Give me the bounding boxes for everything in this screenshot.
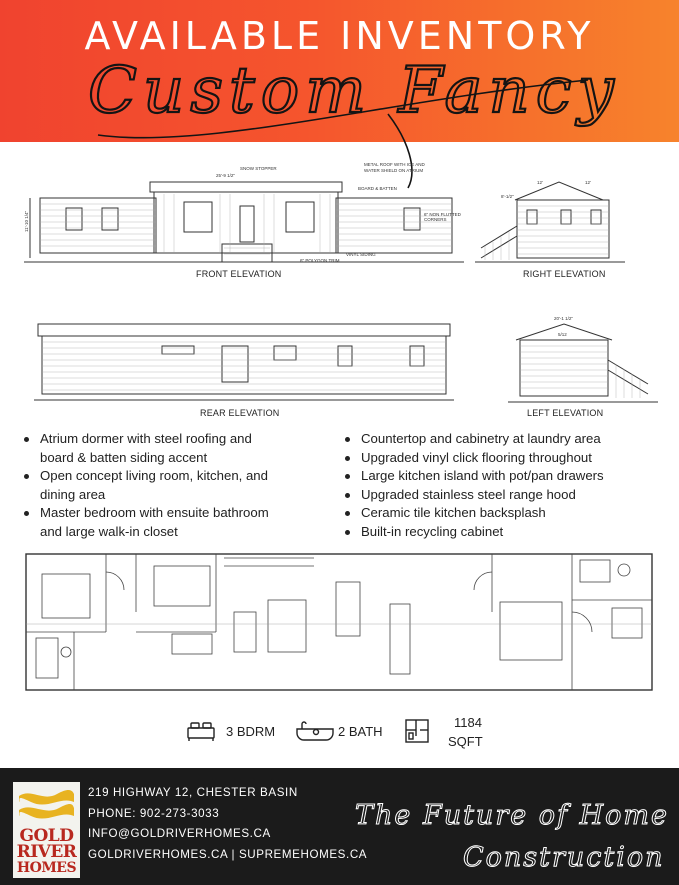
- rear-elevation-drawing: [34, 320, 454, 406]
- bathroom-count: 2 BATH: [338, 724, 383, 739]
- logo-word-gold: GOLD: [19, 826, 74, 846]
- svg-text:CORNERS: CORNERS: [424, 217, 447, 222]
- features-left-column: [24, 430, 342, 541]
- phone[interactable]: PHONE: 902-273-3033: [88, 806, 220, 820]
- features-right-column: [345, 430, 665, 541]
- square-footage-value: 1184: [454, 715, 482, 730]
- svg-text:METAL ROOF WITH ICE AND: METAL ROOF WITH ICE AND: [364, 162, 425, 167]
- footer: [0, 768, 679, 885]
- floor-plan-icon: [404, 718, 430, 744]
- logo-word-river: RIVER: [16, 842, 77, 862]
- svg-text:VINYL SIDING: VINYL SIDING: [346, 252, 376, 257]
- website-links[interactable]: GOLDRIVERHOMES.CA | SUPREMEHOMES.CA: [88, 847, 368, 861]
- svg-text:Custom Fancy: Custom Fancy: [88, 54, 620, 128]
- svg-text:12': 12': [537, 180, 543, 185]
- bathtub-icon: [294, 720, 336, 742]
- svg-text:8'-1/2": 8'-1/2": [501, 194, 514, 199]
- svg-text:6" NON FLUTTED: 6" NON FLUTTED: [424, 212, 461, 217]
- front-elevation-label: FRONT ELEVATION: [196, 269, 282, 279]
- left-elevation-drawing: [508, 312, 658, 406]
- feature-item: Open concept living room, kitchen, and dining area: [24, 467, 342, 504]
- svg-text:6" POLYGON TRIM: 6" POLYGON TRIM: [300, 258, 340, 263]
- svg-text:The Future of Home: The Future of Home: [355, 800, 670, 831]
- svg-text:11'-10 1/4": 11'-10 1/4": [24, 210, 29, 232]
- svg-text:SNOW STOPPER: SNOW STOPPER: [240, 166, 277, 171]
- header-banner: [0, 0, 679, 142]
- svg-text:25'-9 1/2": 25'-9 1/2": [216, 173, 235, 178]
- square-footage-unit: SQFT: [448, 734, 483, 749]
- rear-elevation-label: REAR ELEVATION: [200, 408, 280, 418]
- address: 219 HIGHWAY 12, CHESTER BASIN: [88, 786, 298, 799]
- front-elevation-drawing: [24, 160, 464, 270]
- email-link[interactable]: INFO@GOLDRIVERHOMES.CA: [88, 827, 271, 840]
- svg-text:BOARD & BATTEN: BOARD & BATTEN: [358, 186, 397, 191]
- feature-item: Built-in recycling cabinet: [345, 523, 665, 542]
- floor-plan-drawing: [24, 552, 654, 696]
- feature-item: Upgraded stainless steel range hood: [345, 486, 665, 505]
- page-title: AVAILABLE INVENTORY: [84, 14, 595, 58]
- svg-text:WATER SHIELD ON ATRIUM: WATER SHIELD ON ATRIUM: [364, 168, 424, 173]
- bedroom-count: 3 BDRM: [226, 724, 276, 739]
- wave-icon: [17, 786, 76, 826]
- logo-word-homes: HOMES: [16, 860, 77, 876]
- svg-text:20'-1 1/2": 20'-1 1/2": [554, 316, 573, 321]
- tagline: [345, 778, 675, 883]
- bed-icon: [186, 720, 216, 742]
- svg-text:Construction: Construction: [463, 842, 665, 873]
- feature-item: Upgraded vinyl click flooring throughout: [345, 449, 665, 468]
- right-elevation-drawing: [475, 176, 645, 268]
- contact-info: [88, 783, 367, 865]
- svg-text:5/12: 5/12: [558, 332, 567, 337]
- feature-item: Large kitchen island with pot/pan drawers: [345, 467, 665, 486]
- feature-item: Master bedroom with ensuite bathroom and large walk-in closet: [24, 504, 342, 541]
- home-stats: [186, 714, 506, 750]
- feature-item: Atrium dormer with steel roofing and board & batten siding accent: [24, 430, 342, 467]
- feature-item: Countertop and cabinetry at laundry area: [345, 430, 665, 449]
- svg-text:12': 12': [585, 180, 591, 185]
- right-elevation-label: RIGHT ELEVATION: [523, 269, 606, 279]
- gold-river-homes-logo: [13, 782, 80, 878]
- left-elevation-label: LEFT ELEVATION: [527, 408, 604, 418]
- feature-item: Ceramic tile kitchen backsplash: [345, 504, 665, 523]
